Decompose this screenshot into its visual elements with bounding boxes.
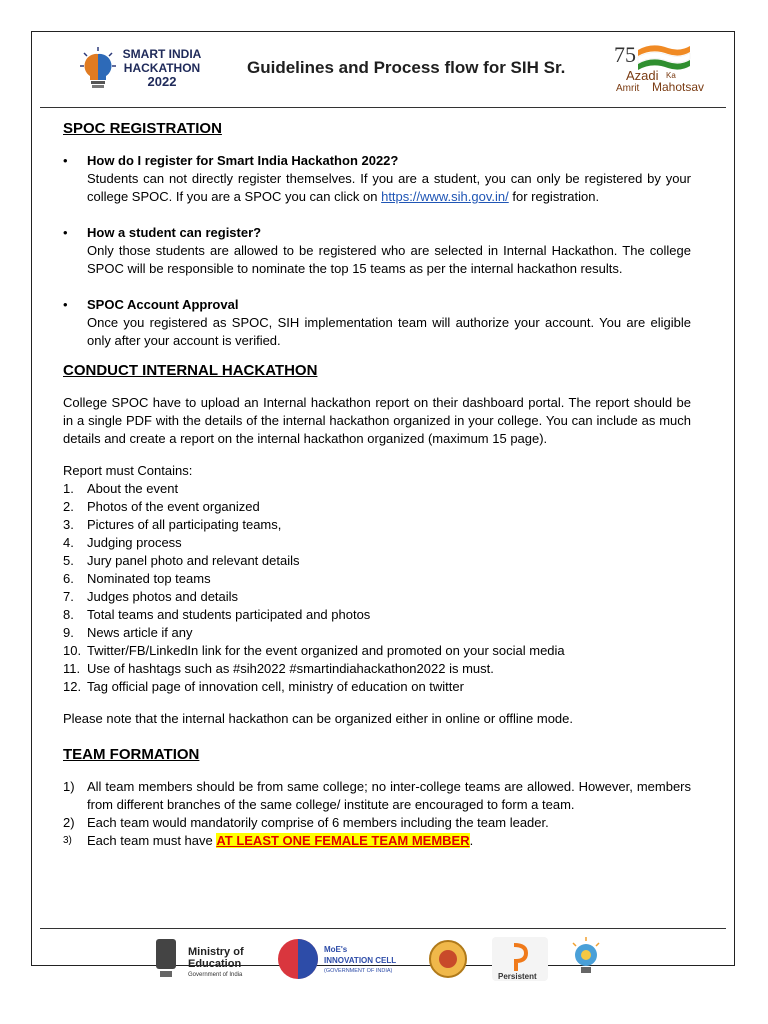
moe-line3: Government of India: [188, 972, 243, 978]
item-number: 11.: [63, 661, 81, 676]
azadi-line3: Mahotsav: [652, 80, 705, 94]
list-item: 1) All team members should be from same college; no inter-college teams are allowed. However, members from different branches of the same college/ institute are encouraged to form a team.: [63, 779, 691, 812]
report-item-text: About the event: [87, 481, 179, 496]
answer: Only those students are allowed to be registered who are selected in Internal Hackathon. The college SPOC will be responsible to nominate the top 15 teams as per the internal hackathon results.: [87, 243, 691, 276]
report-item-text: Nominated top teams: [87, 571, 211, 586]
team-rule-2: Each team would mandatorily comprise of 6 members including the team leader.: [87, 815, 549, 830]
female-member-highlight: AT LEAST ONE FEMALE TEAM MEMBER: [216, 833, 470, 848]
team-rule-3: Each team must have: [87, 833, 217, 848]
azadi-ka: Ka: [666, 71, 676, 80]
report-item: [63, 516, 691, 534]
internal-note: Please note that the internal hackathon can be organized either in online or offline mode.: [63, 711, 573, 726]
answer-text-end: for registration.: [508, 189, 600, 204]
sih-logo-text: [122, 47, 202, 89]
aicte-logo: [430, 941, 466, 977]
bullet-icon: •: [63, 225, 68, 240]
azadi-ka-amrit-mahotsav-logo: [612, 40, 712, 95]
report-item-text: Judging process: [87, 535, 182, 550]
bulb-icon: [80, 47, 116, 91]
sih-logo-year: 2022: [147, 74, 177, 89]
bulb-logo: [573, 937, 599, 973]
report-item: [63, 498, 691, 516]
report-item: [63, 570, 691, 588]
report-item: [63, 552, 691, 570]
internal-intro: College SPOC have to upload an Internal hackathon report on their dashboard portal. The report should be in a single PDF with the details of the internal hackathon organized in your college. You can include as much details and create a report on the internal hackathon organized (maximum 15 page).: [63, 395, 691, 446]
item-number: 4.: [63, 535, 74, 550]
report-item: [63, 480, 691, 498]
report-item-text: Tag official page of innovation cell, ministry of education on twitter: [87, 679, 464, 694]
item-number: 3.: [63, 517, 74, 532]
list-item: [63, 296, 691, 350]
internal-hackathon-heading: CONDUCT INTERNAL HACKATHON: [63, 362, 318, 379]
team-rule-3-end: .: [469, 833, 474, 848]
report-item: [63, 534, 691, 552]
item-number: 6.: [63, 571, 74, 586]
spoc-list: [63, 152, 691, 350]
sih-website-link[interactable]: https://www.sih.gov.in/: [381, 189, 509, 204]
cell-line3: (GOVERNMENT OF INDIA): [324, 968, 393, 974]
sih-logo-line2: HACKATHON: [123, 61, 201, 75]
report-item-text: News article if any: [87, 625, 193, 640]
report-item: [63, 606, 691, 624]
item-number: 8.: [63, 607, 74, 622]
report-item-text: Jury panel photo and relevant details: [87, 553, 300, 568]
question: SPOC Account Approval: [87, 297, 239, 312]
item-number: 1.: [63, 481, 74, 496]
item-number: 7.: [63, 589, 74, 604]
report-item: [63, 624, 691, 642]
footer-divider: [40, 928, 726, 929]
persistent-label: Persistent: [498, 972, 537, 981]
question: How a student can register?: [87, 225, 262, 240]
item-number: 5.: [63, 553, 74, 568]
cell-line1: MoE's: [324, 945, 348, 954]
report-item-text: Photos of the event organized: [87, 499, 260, 514]
report-item-text: Pictures of all participating teams,: [87, 517, 282, 532]
list-item: [63, 224, 691, 278]
footer-logos: [150, 935, 620, 983]
list-item: 3) Each team must have AT LEAST ONE FEMALE TEAM MEMBER.: [63, 833, 474, 848]
item-number: 10.: [63, 643, 82, 658]
sih-logo: [72, 43, 212, 95]
answer: Once you registered as SPOC, SIH implementation team will authorize your account. You are eligible only after your account is verified.: [87, 315, 691, 348]
item-number: 2.: [63, 499, 74, 514]
team-rules-list: [63, 778, 691, 850]
sih-logo-line1: SMART INDIA: [122, 47, 202, 61]
azadi-75: 75: [614, 42, 636, 67]
page-title: Guidelines and Process flow for SIH Sr.: [247, 58, 566, 77]
answer-text: Students can not directly register themselves. If you are a student, you can only be registered by your college SPOC. If you are a SPOC you can click on: [87, 171, 691, 204]
item-number: 9.: [63, 625, 74, 640]
moe-line2: Education: [188, 958, 242, 970]
cell-line2: INNOVATION CELL: [324, 956, 397, 965]
header: [72, 40, 712, 100]
bullet-icon: •: [63, 297, 68, 312]
report-item: [63, 588, 691, 606]
persistent-logo: [492, 937, 548, 981]
header-divider: [40, 107, 726, 108]
bullet-icon: •: [63, 153, 68, 168]
report-item: [63, 678, 691, 696]
answer: [87, 170, 691, 206]
report-item-text: Use of hashtags such as #sih2022 #smartindiahackathon2022 is must.: [87, 661, 494, 676]
report-item: [63, 660, 691, 678]
azadi-line1: Azadi: [626, 68, 659, 83]
item-number: 12.: [63, 679, 82, 694]
innovation-cell-logo: [278, 939, 396, 979]
report-item-text: Twitter/FB/LinkedIn link for the event organized and promoted on your social media: [87, 643, 565, 658]
report-label: Report must Contains:: [63, 463, 193, 478]
team-rule-1: All team members should be from same college; no inter-college teams are allowed. However, members from different branches of the same college/ institute are encouraged to form a team.: [87, 779, 691, 812]
report-item: [63, 642, 691, 660]
list-item: [63, 152, 691, 206]
azadi-line2: Amrit: [616, 83, 640, 94]
team-formation-heading: TEAM FORMATION: [63, 746, 200, 763]
question: How do I register for Smart India Hackathon 2022?: [87, 153, 399, 168]
report-items-list: [63, 480, 691, 696]
spoc-heading: SPOC REGISTRATION: [63, 120, 222, 137]
document-body: [63, 120, 691, 850]
report-item-text: Total teams and students participated and photos: [87, 607, 371, 622]
list-item: 2) Each team would mandatorily comprise of 6 members including the team leader.: [63, 815, 549, 830]
report-item-text: Judges photos and details: [87, 589, 239, 604]
moe-line1: Ministry of: [188, 946, 244, 958]
moe-logo: [156, 939, 244, 978]
